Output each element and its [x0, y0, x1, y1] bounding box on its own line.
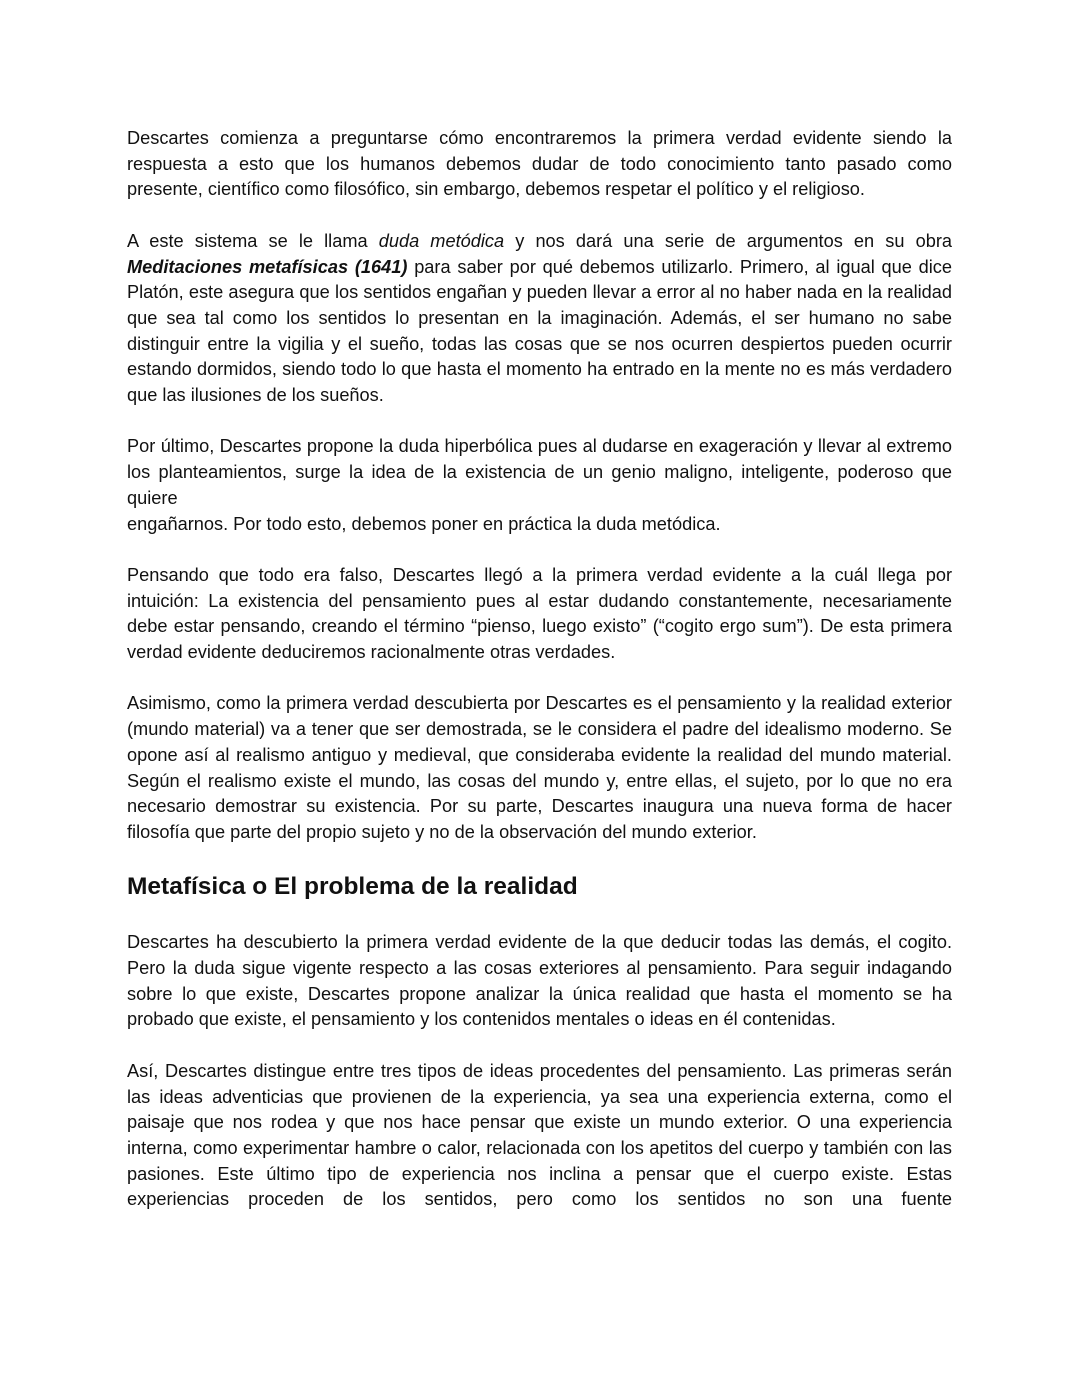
paragraph-6: Descartes ha descubierto la primera verdad evidente de la que deducir todas las demás, el cogito. Pero la duda sigue vigente respecto a las cosas exteriores al pensamiento. Para seguir indagando sobre lo que existe, Descartes propone analizar la única realidad que hasta el momento se ha probado que existe, el pensamiento y los contenidos mentales o ideas en él contenidas.: [127, 932, 952, 1030]
meditaciones-title: Meditaciones metafísicas (1641): [127, 256, 408, 277]
duda-metodica-term: duda metódica: [378, 230, 505, 251]
paragraph-5: Asimismo, como la primera verdad descubierta por Descartes es el pensamiento y la realidad exterior (mundo material) va a tener que ser demostrada, se le considera el padre del idealismo moderno. Se opone así al realismo antiguo y medieval, que consideraba evidente la realidad del mundo material. Según el realismo existe el mundo, las cosas del mundo y, entre ellas, el sujeto, por lo que no era necesario demostrar su existencia. Por su parte, Descartes inaugura una nueva forma de hacer filosofía que parte del propio sujeto y no de la observación del mundo exterior.: [127, 693, 952, 842]
paragraph-2-text-a: A este sistema se le llama: [127, 230, 379, 251]
paragraph-2-text-c: para saber por qué debemos utilizarlo. Primero, al igual que dice Platón, este asegura que los sentidos engañan y pueden llevar a error al no haber nada en la realidad que sea tal como los sentidos lo presentan en la imaginación. Además, el ser humano no sabe distinguir entre la vigilia y el sueño, todas las cosas que se nos ocurren despiertos pueden ocurrir estando dormidos, siendo todo lo que hasta el momento ha entrado en la mente no es más verdadero que las ilusiones de los sueños.: [127, 256, 952, 406]
paragraph-3-part-a: Por último, Descartes propone la duda hiperbólica pues al dudarse en exageración y llevar al extremo los planteamientos, surge la idea de la existencia de un genio maligno, inteligente, poderoso que quiere: [127, 436, 952, 508]
section-heading: Metafísica o El problema de la realidad: [127, 873, 578, 901]
paragraph-2: [127, 229, 952, 409]
paragraph-4: Pensando que todo era falso, Descartes llegó a la primera verdad evidente a la cuál llega por intuición: La existencia del pensamiento pues al estar dudando constantemente, necesariamente debe estar pensando, creando el término “pienso, luego existo” (“cogito ergo sum”). De esta primera verdad evidente deduciremos racionalmente otras verdades.: [127, 564, 952, 663]
paragraph-7: Así, Descartes distingue entre tres tipos de ideas procedentes del pensamiento. Las primeras serán las ideas adventicias que provienen de la experiencia, ya sea una experiencia externa, como el paisaje que nos rodea y que nos hace pensar que existe un mundo exterior. O una experiencia interna, como experimentar hambre o calor, relacionada con los apetitos del cuerpo y también con las pasiones. Este último tipo de experiencia nos inclina a pensar que el cuerpo existe. Estas experiencias proceden de los sentidos, pero como los sentidos no son una fuente: [127, 1060, 952, 1210]
paragraph-3-part-b: engañarnos. Por todo esto, debemos poner en práctica la duda metódica.: [127, 513, 721, 534]
document-page: [127, 126, 952, 1239]
paragraph-1: Descartes comienza a preguntarse cómo encontraremos la primera verdad evidente siendo la respuesta a esto que los humanos debemos dudar de todo conocimiento tanto pasado como presente, científico como filosófico, sin embargo, debemos respetar el político y el religioso.: [127, 128, 952, 200]
paragraph-2-text-b: y nos dará una serie de argumentos en su obra: [504, 230, 953, 251]
